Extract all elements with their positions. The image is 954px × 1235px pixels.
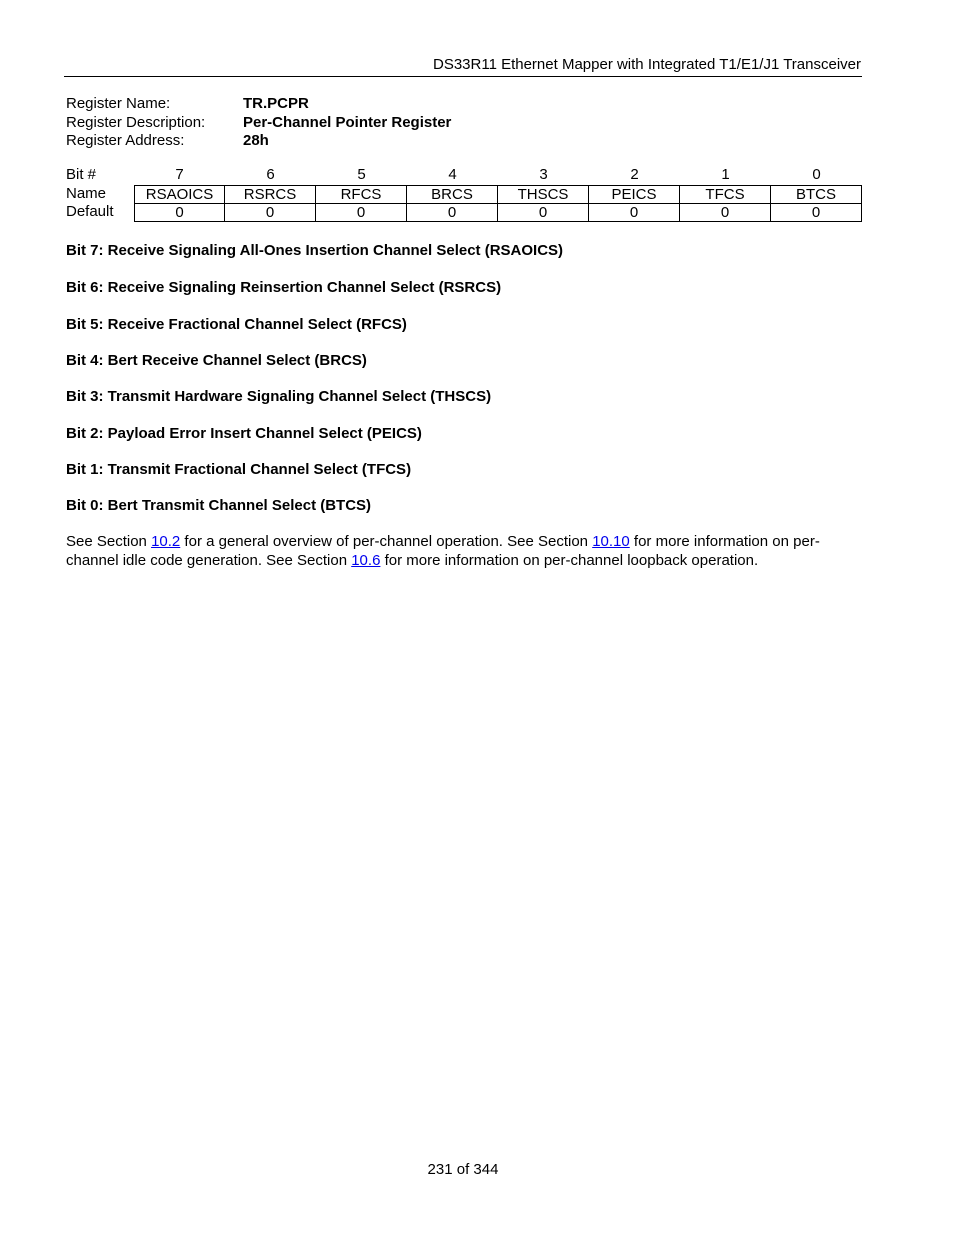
bit-default-cell: 0 [134,203,225,222]
register-address-label: Register Address: [66,132,185,149]
register-address-value: 28h [243,132,269,149]
bit-name-cell: RSAOICS [134,185,225,204]
document-header-title: DS33R11 Ethernet Mapper with Integrated T1/E1/J1 Transceiver [432,56,861,73]
bit-number-cell: 7 [175,166,184,183]
bit-number-cell: 2 [630,166,639,183]
bit-default-cell: 0 [225,203,316,222]
bit-default-cell: 0 [407,203,498,222]
section-10-2-link[interactable]: 10.2 [151,533,181,550]
bit-default-row [66,203,862,222]
bit-name-cell: RSRCS [225,185,316,204]
bit-2-heading: Bit 2: Payload Error Insert Channel Select (PEICS) [66,425,422,442]
bit-1-heading: Bit 1: Transmit Fractional Channel Select (TFCS) [66,461,412,478]
bit-number-cell: 3 [539,166,548,183]
bit-name-cell: PEICS [589,185,680,204]
register-name-value: TR.PCPR [243,95,309,112]
bit-7-heading: Bit 7: Receive Signaling All-Ones Insertion Channel Select (RSAOICS) [66,242,564,259]
bit-name-cell: BRCS [407,185,498,204]
section-10-6-link[interactable]: 10.6 [351,551,381,569]
bit-number-cell: 5 [357,166,366,183]
bit-default-cell: 0 [589,203,680,222]
section-10-10-link[interactable]: 10.10 [592,533,630,550]
bit-number-cell: 0 [812,166,821,183]
bit-3-heading: Bit 3: Transmit Hardware Signaling Channel Select (THSCS) [66,388,492,405]
register-description-label: Register Description: [66,113,206,131]
bit-name-cell: THSCS [498,185,589,204]
bit-6-heading: Bit 6: Receive Signaling Reinsertion Channel Select (RSRCS) [66,279,502,296]
bit-number-label: Bit # [66,166,97,183]
bit-name-cell: TFCS [680,185,771,204]
bit-number-row [66,166,862,185]
register-name-row [66,95,451,114]
register-name-label: Register Name: [66,95,171,112]
paragraph-text: for a general overview of per-channel operation. See Section [180,533,593,550]
bit-number-cell: 1 [721,166,730,183]
overview-paragraph [66,533,866,570]
bit-number-cell: 4 [448,166,457,183]
bit-4-heading: Bit 4: Bert Receive Channel Select (BRCS) [66,352,367,369]
header-divider [64,76,862,77]
bit-default-cell: 0 [680,203,771,222]
register-address-row [66,132,451,151]
paragraph-text: for more information on per-channel loopback operation. [380,551,759,569]
register-description-value: Per-Channel Pointer Register [243,113,452,131]
bit-table [66,166,862,222]
paragraph-text: See Section [66,533,152,550]
bit-name-row [66,185,862,204]
bit-default-cell: 0 [316,203,407,222]
page-number: 231 of 344 [427,1161,499,1178]
bit-number-cell: 6 [266,166,275,183]
bit-default-cell: 0 [498,203,589,222]
bit-0-heading: Bit 0: Bert Transmit Channel Select (BTCS) [66,497,372,514]
register-info [66,95,451,151]
bit-name-cell: RFCS [316,185,407,204]
register-description-row [66,114,451,133]
bit-name-label: Name [66,184,107,202]
bit-default-label: Default [66,203,114,220]
paragraph-text: for more information on per-channel idle code generation. See Section [66,533,820,569]
bit-name-cell: BTCS [771,185,862,204]
bit-default-cell: 0 [771,203,862,222]
bit-5-heading: Bit 5: Receive Fractional Channel Select (RFCS) [66,316,407,333]
